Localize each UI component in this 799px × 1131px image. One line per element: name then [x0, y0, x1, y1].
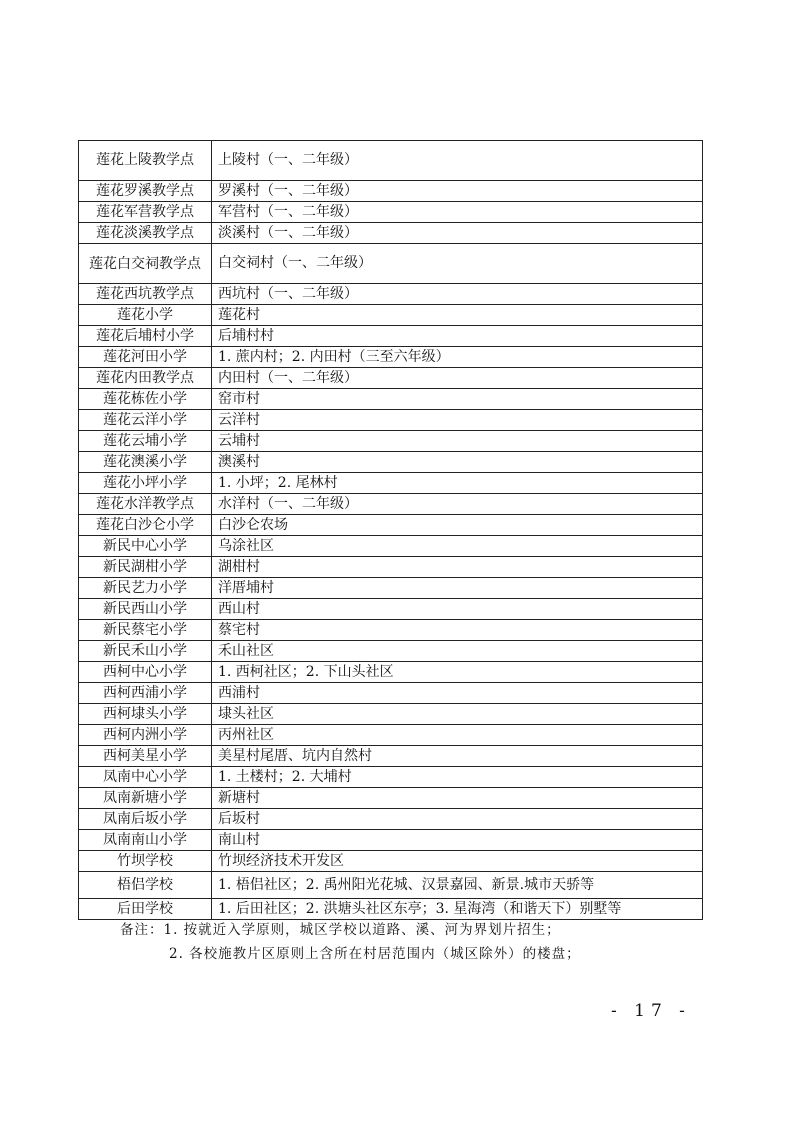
school-name-cell: 西柯内洲小学 — [79, 725, 212, 746]
school-district-table — [78, 140, 703, 920]
table-row — [79, 578, 703, 599]
school-name-cell: 后田学校 — [79, 899, 212, 920]
enrollment-area-cell: 南山村 — [212, 830, 703, 851]
school-name-cell: 西柯美星小学 — [79, 746, 212, 767]
enrollment-area-cell: 埭头社区 — [212, 704, 703, 725]
school-name-cell: 莲花内田教学点 — [79, 368, 212, 389]
table-row — [79, 244, 703, 284]
school-name-cell: 莲花军营教学点 — [79, 202, 212, 223]
school-name-cell: 莲花上陵教学点 — [79, 141, 212, 181]
table-row — [79, 368, 703, 389]
notes — [120, 918, 581, 966]
school-name-cell: 莲花栋佐小学 — [79, 389, 212, 410]
school-name-cell: 莲花云埔小学 — [79, 431, 212, 452]
table-row — [79, 202, 703, 223]
school-name-cell: 莲花小坪小学 — [79, 473, 212, 494]
enrollment-area-cell: 白交祠村（一、二年级） — [212, 244, 703, 284]
table-row — [79, 452, 703, 473]
table-row — [79, 410, 703, 431]
table-row — [79, 767, 703, 788]
school-name-cell: 莲花小学 — [79, 305, 212, 326]
table-row — [79, 899, 703, 920]
enrollment-area-cell: 1. 梧侣社区；2. 禹州阳光花城、汉景嘉园、新景.城市天骄等 — [212, 872, 703, 899]
table-row — [79, 599, 703, 620]
enrollment-area-cell: 莲花村 — [212, 305, 703, 326]
note-line-1: 备注：1. 按就近入学原则，城区学校以道路、溪、河为界划片招生； — [120, 922, 561, 938]
table-row — [79, 641, 703, 662]
enrollment-area-cell: 1. 小坪；2. 尾林村 — [212, 473, 703, 494]
enrollment-area-cell: 1. 西柯社区；2. 下山头社区 — [212, 662, 703, 683]
enrollment-area-cell: 禾山社区 — [212, 641, 703, 662]
enrollment-area-cell: 洋厝埔村 — [212, 578, 703, 599]
school-name-cell: 莲花云洋小学 — [79, 410, 212, 431]
enrollment-area-cell: 丙州社区 — [212, 725, 703, 746]
enrollment-area-cell: 云洋村 — [212, 410, 703, 431]
enrollment-area-cell: 蔡宅村 — [212, 620, 703, 641]
enrollment-area-cell: 竹坝经济技术开发区 — [212, 851, 703, 872]
table-row — [79, 223, 703, 244]
table-row — [79, 788, 703, 809]
school-name-cell: 新民中心小学 — [79, 536, 212, 557]
school-name-cell: 莲花澳溪小学 — [79, 452, 212, 473]
table-row — [79, 557, 703, 578]
school-name-cell: 莲花水洋教学点 — [79, 494, 212, 515]
note-line-2: 2. 各校施教片区原则上含所在村居范围内（城区除外）的楼盘； — [169, 946, 581, 962]
enrollment-area-cell: 云埔村 — [212, 431, 703, 452]
enrollment-area-cell: 乌涂社区 — [212, 536, 703, 557]
school-name-cell: 西柯中心小学 — [79, 662, 212, 683]
enrollment-area-cell: 后埔村村 — [212, 326, 703, 347]
table-row — [79, 662, 703, 683]
school-name-cell: 莲花后埔村小学 — [79, 326, 212, 347]
school-name-cell: 莲花罗溪教学点 — [79, 181, 212, 202]
table-row — [79, 389, 703, 410]
table-row — [79, 725, 703, 746]
enrollment-area-cell: 西山村 — [212, 599, 703, 620]
enrollment-area-cell: 白沙仑农场 — [212, 515, 703, 536]
school-name-cell: 莲花白沙仑小学 — [79, 515, 212, 536]
enrollment-area-cell: 淡溪村（一、二年级） — [212, 223, 703, 244]
table-row — [79, 536, 703, 557]
enrollment-area-cell: 罗溪村（一、二年级） — [212, 181, 703, 202]
enrollment-area-cell: 湖柑村 — [212, 557, 703, 578]
school-name-cell: 西柯西浦小学 — [79, 683, 212, 704]
table-row — [79, 851, 703, 872]
table-row — [79, 746, 703, 767]
school-name-cell: 莲花淡溪教学点 — [79, 223, 212, 244]
table-row — [79, 326, 703, 347]
school-name-cell: 凤南后坂小学 — [79, 809, 212, 830]
enrollment-area-cell: 美星村尾厝、坑内自然村 — [212, 746, 703, 767]
enrollment-area-cell: 澳溪村 — [212, 452, 703, 473]
table-row — [79, 305, 703, 326]
enrollment-area-cell: 上陵村（一、二年级） — [212, 141, 703, 181]
enrollment-area-cell: 新塘村 — [212, 788, 703, 809]
table-row — [79, 809, 703, 830]
school-name-cell: 莲花河田小学 — [79, 347, 212, 368]
table-row — [79, 431, 703, 452]
school-name-cell: 竹坝学校 — [79, 851, 212, 872]
enrollment-area-cell: 1. 后田社区；2. 洪塘头社区东亭；3. 星海湾（和谐天下）别墅等 — [212, 899, 703, 920]
table-row — [79, 284, 703, 305]
enrollment-area-cell: 1. 蔗内村；2. 内田村（三至六年级） — [212, 347, 703, 368]
school-name-cell: 新民禾山小学 — [79, 641, 212, 662]
table-row — [79, 704, 703, 725]
enrollment-area-cell: 西浦村 — [212, 683, 703, 704]
table-row — [79, 494, 703, 515]
school-name-cell: 西柯埭头小学 — [79, 704, 212, 725]
enrollment-area-cell: 西坑村（一、二年级） — [212, 284, 703, 305]
enrollment-area-cell: 内田村（一、二年级） — [212, 368, 703, 389]
school-name-cell: 凤南中心小学 — [79, 767, 212, 788]
school-name-cell: 新民蔡宅小学 — [79, 620, 212, 641]
school-name-cell: 莲花白交祠教学点 — [79, 244, 212, 284]
table-row — [79, 620, 703, 641]
enrollment-area-cell: 1. 土楼村；2. 大埔村 — [212, 767, 703, 788]
table-row — [79, 181, 703, 202]
school-name-cell: 凤南新塘小学 — [79, 788, 212, 809]
table-row — [79, 830, 703, 851]
enrollment-area-cell: 窑市村 — [212, 389, 703, 410]
school-name-cell: 新民艺力小学 — [79, 578, 212, 599]
enrollment-area-cell: 后坂村 — [212, 809, 703, 830]
table-row — [79, 347, 703, 368]
table-row — [79, 473, 703, 494]
table-row — [79, 515, 703, 536]
table-body — [79, 141, 703, 920]
enrollment-area-cell: 水洋村（一、二年级） — [212, 494, 703, 515]
table-row — [79, 141, 703, 181]
table-row — [79, 683, 703, 704]
enrollment-area-cell: 军营村（一、二年级） — [212, 202, 703, 223]
school-name-cell: 新民湖柑小学 — [79, 557, 212, 578]
table-row — [79, 872, 703, 899]
school-name-cell: 新民西山小学 — [79, 599, 212, 620]
school-name-cell: 莲花西坑教学点 — [79, 284, 212, 305]
page-number: - 17 - — [611, 1001, 691, 1021]
school-name-cell: 凤南南山小学 — [79, 830, 212, 851]
school-name-cell: 梧侣学校 — [79, 872, 212, 899]
